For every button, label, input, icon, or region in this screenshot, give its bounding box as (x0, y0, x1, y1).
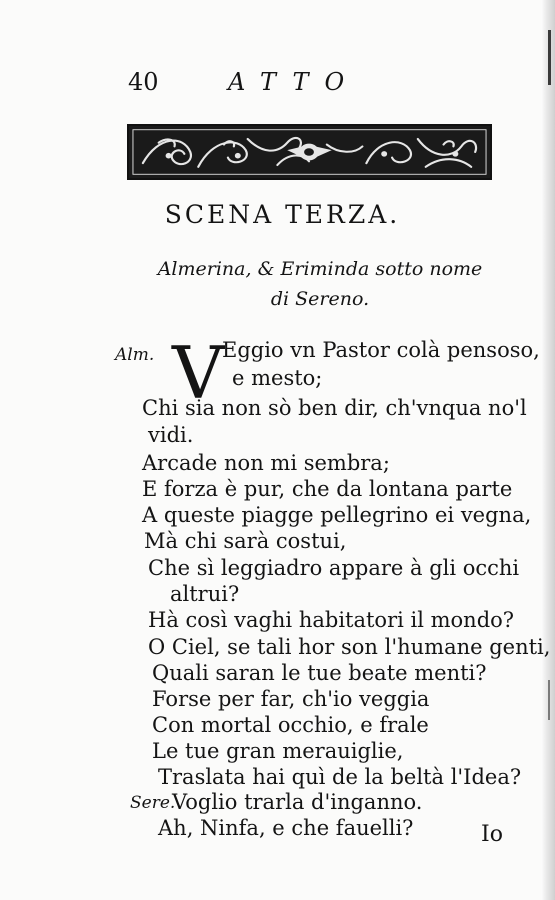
verse-block (0, 330, 555, 850)
verse-line: Ah, Ninfa, e che fauelli? (158, 816, 414, 840)
verse-line: e mesto; (232, 366, 323, 390)
verse-line: Arcade non mi sembra; (142, 451, 390, 475)
speaker-label-sereno: Sere. (130, 793, 176, 813)
verse-line: E forza è pur, che da lontana parte (142, 477, 513, 501)
drop-cap: V (172, 331, 224, 415)
woodcut-ornament (127, 124, 492, 180)
verse-line: Le tue gran merauiglie, (152, 739, 404, 763)
scene-title: SCENA TERZA. (164, 200, 401, 229)
verse-line: Traslata hai quì de la beltà l'Idea? (158, 765, 522, 789)
verse-line: Che sì leggiadro appare à gli occhi (148, 556, 520, 580)
characters-line-2: di Sereno. (270, 288, 370, 310)
verse-line: Eggio vn Pastor colà pensoso, (222, 338, 540, 362)
catchword: Io (481, 822, 503, 847)
verse-line: Chi sia non sò ben dir, ch'vnqua no'l (142, 396, 527, 420)
verse-line: vidi. (148, 423, 194, 447)
verse-line: Quali saran le tue beate menti? (152, 661, 487, 685)
verse-line: Forse per far, ch'io veggia (152, 687, 430, 711)
verse-line: A queste piagge pellegrino ei vegna, (142, 503, 532, 527)
running-head: ATTO (228, 68, 361, 96)
scan-edge-mark (548, 30, 551, 85)
ornament-scrollwork-icon (129, 126, 490, 178)
verse-line: Mà chi sarà costui, (144, 529, 347, 553)
verse-line: O Ciel, se tali hor son l'humane genti, (148, 635, 551, 659)
speaker-label-almerina: Alm. (115, 345, 155, 365)
page-header (128, 66, 428, 100)
verse-line: Hà così vaghi habitatori il mondo? (148, 608, 515, 632)
characters-line-1: Almerina, & Eriminda sotto nome (157, 258, 483, 280)
verse-line: altrui? (170, 582, 240, 606)
verse-line: Con mortal occhio, e frale (152, 713, 429, 737)
page-number: 40 (128, 68, 159, 96)
verse-line: Voglio trarla d'inganno. (172, 790, 423, 814)
characters-heading (140, 254, 500, 314)
